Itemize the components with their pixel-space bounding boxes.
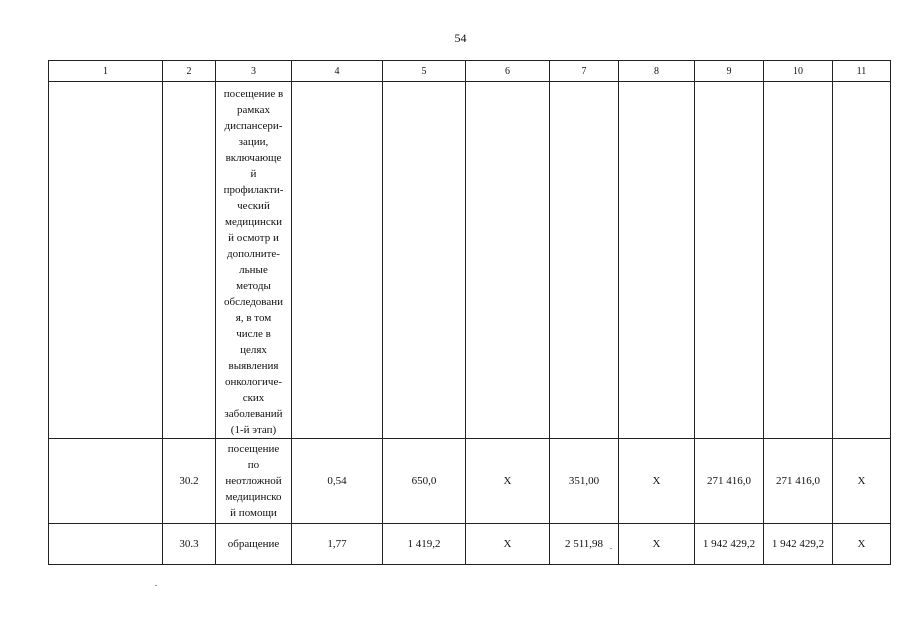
- page-number: 54: [454, 31, 467, 45]
- description-line: обращение: [227, 538, 280, 550]
- description-line: диспансери-: [224, 120, 283, 132]
- cell-row-number: 30.2: [163, 439, 216, 524]
- header-cell-6: 6: [466, 61, 550, 82]
- header-cell-8: 8: [619, 61, 695, 82]
- cell-col-5: 650,0: [383, 439, 466, 524]
- description-line: методы: [236, 280, 271, 292]
- header-cell-7: 7: [550, 61, 619, 82]
- header-row: [49, 61, 891, 82]
- description-line: обследовани: [223, 296, 283, 308]
- description-line: выявления: [228, 360, 279, 372]
- cell-col-2: [163, 82, 216, 439]
- description-line: ских: [242, 392, 265, 404]
- header-cell-3: 3: [216, 61, 292, 82]
- description-line: (1-й этап): [230, 424, 277, 436]
- description-line: дополните-: [227, 248, 280, 260]
- description-line: й помощи: [230, 507, 277, 519]
- table-row: [49, 439, 891, 524]
- description-line: медицинско: [225, 491, 282, 503]
- cell-description: [216, 439, 292, 524]
- cell-col-9: [695, 82, 764, 439]
- description-line: по: [247, 459, 260, 471]
- cell-col-8: Х: [619, 439, 695, 524]
- scan-speck: [610, 548, 612, 549]
- header-cell-11: 11: [833, 61, 891, 82]
- description-line: включающе: [225, 152, 282, 164]
- header-cell-9: 9: [695, 61, 764, 82]
- cell-col-7: [550, 82, 619, 439]
- cell-col-10: [764, 82, 833, 439]
- data-table: [48, 60, 891, 565]
- cell-col-5: [383, 82, 466, 439]
- description-line: профилакти-: [223, 184, 284, 196]
- table-row: [49, 82, 891, 439]
- cell-col-9: 1 942 429,2: [695, 524, 764, 565]
- description-line: целях: [240, 344, 267, 356]
- cell-col-7: 2 511,98: [550, 524, 619, 565]
- header-cell-4: 4: [292, 61, 383, 82]
- header-cell-5: 5: [383, 61, 466, 82]
- header-cell-2: 2: [163, 61, 216, 82]
- cell-col-4: [292, 82, 383, 439]
- cell-col-4: 1,77: [292, 524, 383, 565]
- description-line: й осмотр и: [228, 232, 279, 244]
- description-line: й: [250, 168, 257, 180]
- cell-col-8: [619, 82, 695, 439]
- cell-col-6: Х: [466, 439, 550, 524]
- description-line: я, в том: [235, 312, 272, 324]
- cell-col-11: Х: [833, 524, 891, 565]
- description-line: заболеваний: [224, 408, 283, 420]
- description-line: онкологиче-: [225, 376, 282, 388]
- cell-col-1: [49, 524, 163, 565]
- cell-col-6: [466, 82, 550, 439]
- description-line: зации,: [238, 136, 269, 148]
- description-line: медицински: [225, 216, 282, 228]
- cell-col-6: Х: [466, 524, 550, 565]
- description-line: посещение в: [223, 88, 284, 100]
- table-row: [49, 524, 891, 565]
- cell-col-8: Х: [619, 524, 695, 565]
- description-line: ческий: [237, 200, 270, 212]
- cell-description: [216, 82, 292, 439]
- description-line: посещение: [227, 443, 280, 455]
- description-line: числе в: [236, 328, 271, 340]
- cell-col-7: 351,00: [550, 439, 619, 524]
- cell-col-11: Х: [833, 439, 891, 524]
- cell-row-number: 30.3: [163, 524, 216, 565]
- cell-col-4: 0,54: [292, 439, 383, 524]
- cell-description: [216, 524, 292, 565]
- description-line: неотложной: [225, 475, 282, 487]
- cell-col-10: 271 416,0: [764, 439, 833, 524]
- header-cell-1: 1: [49, 61, 163, 82]
- cell-col-10: 1 942 429,2: [764, 524, 833, 565]
- cell-col-9: 271 416,0: [695, 439, 764, 524]
- description-line: льные: [239, 264, 268, 276]
- cell-col-11: [833, 82, 891, 439]
- cell-col-1: [49, 439, 163, 524]
- cell-col-5: 1 419,2: [383, 524, 466, 565]
- header-cell-10: 10: [764, 61, 833, 82]
- scan-speck: [155, 585, 157, 586]
- cell-col-1: [49, 82, 163, 439]
- description-line: рамках: [237, 104, 270, 116]
